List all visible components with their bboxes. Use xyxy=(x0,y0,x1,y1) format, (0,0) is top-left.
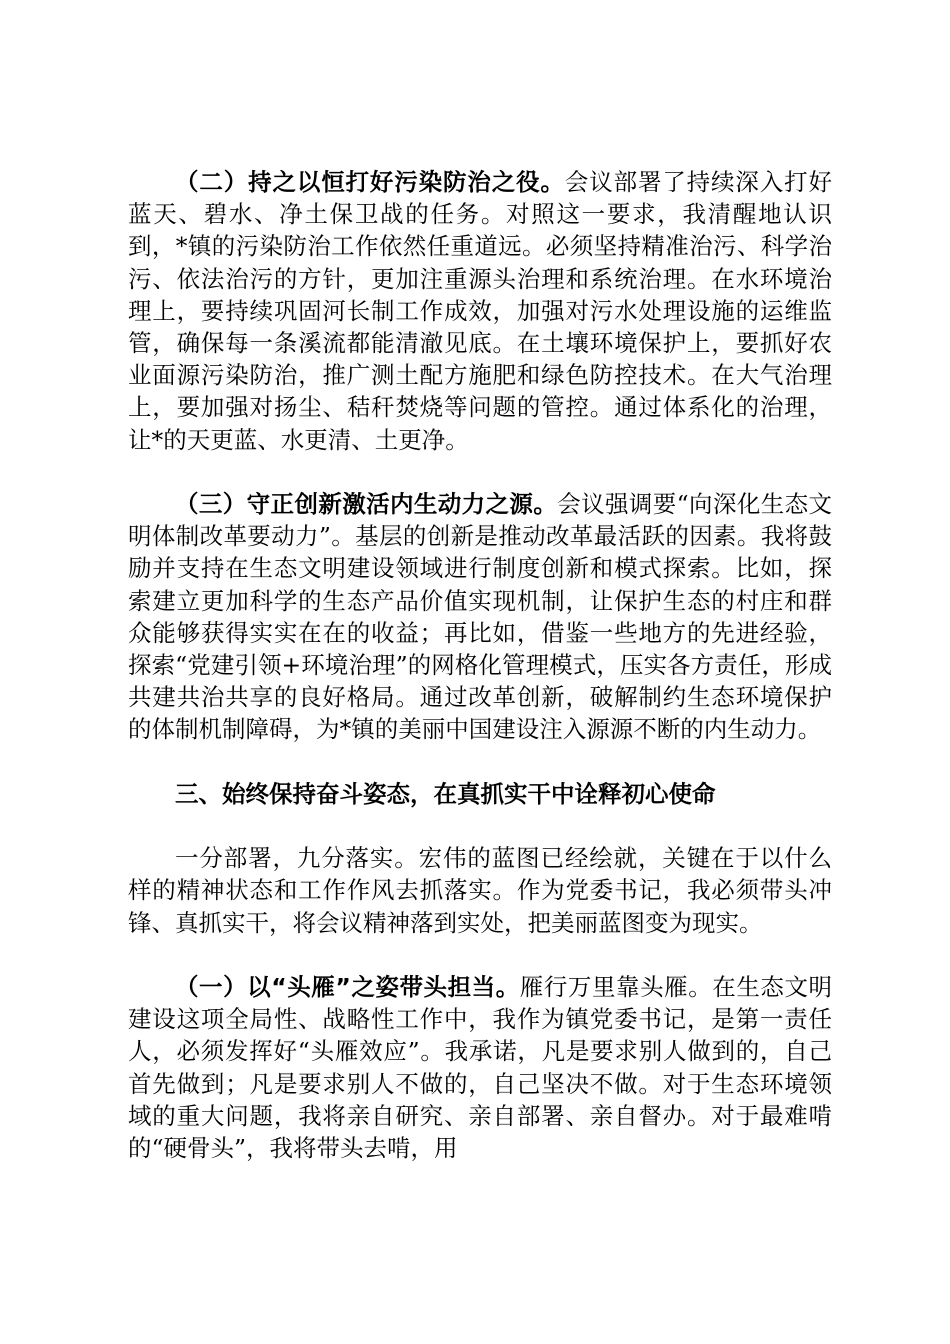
paragraph-text: 会议强调要“向深化生态文明体制改革要动力”。基层的创新是推动改革最活跃的因素。我将鼓励并支持在生态文明建设领域进行制度创新和模式探索。比如，探索建立更加科学的生态产品价值实现机制，让保护生态的村庄和群众能够获得实实在在的收益；再比如，借鉴一些地方的先进经验，探索“党建引领+环境治理”的网格化管理模式，压实各方责任，形成共建共治共享的良好格局。通过改革创新，破解制约生态环境保护的体制机制障碍，为*镇的美丽中国建设注入源源不断的内生动力。 xyxy=(128,490,833,744)
paragraph-intro: 一分部署，九分落实。宏伟的蓝图已经绘就，关键在于以什么样的精神状态和工作作风去抓落实。作为党委书记，我必须带头冲锋、真抓实干，将会议精神落到实处，把美丽蓝图变为现实。 xyxy=(128,844,832,937)
paragraph-innovation xyxy=(128,488,832,746)
paragraph-leadership xyxy=(128,971,832,1164)
paragraph-pollution-control xyxy=(128,166,832,456)
document-body xyxy=(128,166,832,1196)
section-heading: 三、始终保持奋斗姿态，在真抓实干中诠释初心使命 xyxy=(175,779,716,808)
paragraph-text: 雁行万里靠头雁。在生态文明建设这项全局性、战略性工作中，我作为镇党委书记，是第一责任人，必须发挥好“头雁效应”。我承诺，凡是要求别人做到的，自己首先做到；凡是要求别人不做的，自己坚决不做。对于生态环境领域的重大问题，我将亲自研究、亲自部署、亲自督办。对于最难啃的“硬骨头”，我将带头去啃，用 xyxy=(128,973,833,1163)
paragraph-lead-title: （三）守正创新激活内生动力之源。 xyxy=(175,490,558,519)
paragraph-lead-title: （一）以“头雁”之姿带头担当。 xyxy=(175,973,520,1002)
paragraph-text: 会议部署了持续深入打好蓝天、碧水、净土保卫战的任务。对照这一要求，我清醒地认识到，*镇的污染防治工作依然任重道远。必须坚持精准治污、科学治污、依法治污的方针，更加注重源头治理和系统治理。在水环境治理上，要持续巩固河长制工作成效，加强对污水处理设施的运维监管，确保每一条溪流都能清澈见底。在土壤环境保护上，要抓好农业面源污染防治，推广测土配方施肥和绿色防控技术。在大气治理上，要加强对扬尘、秸秆焚烧等问题的管控。通过体系化的治理，让*的天更蓝、水更清、土更净。 xyxy=(128,168,833,454)
paragraph-lead-title: （二）持之以恒打好污染防治之役。 xyxy=(175,168,565,196)
